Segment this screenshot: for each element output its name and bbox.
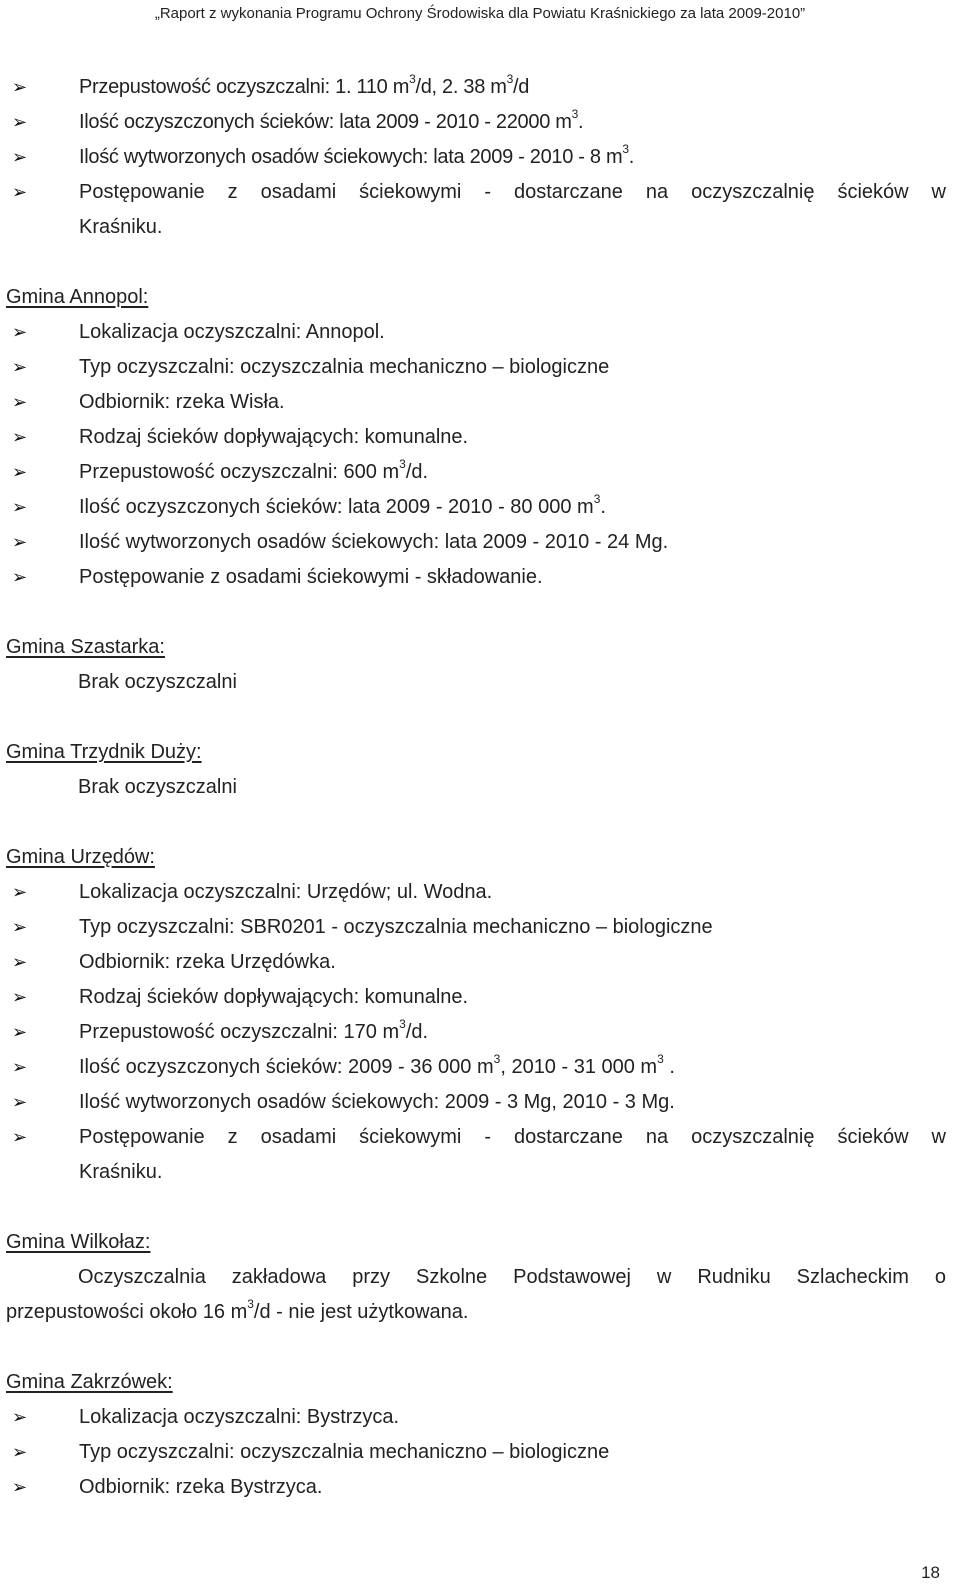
list-item bbox=[6, 945, 946, 980]
arrow-bullet-icon: ➢ bbox=[12, 357, 28, 377]
list-item bbox=[6, 525, 946, 560]
list-item bbox=[6, 1015, 946, 1050]
list-item-text: Postępowanie z osadami ściekowymi - dostarczane na oczyszczalnię ścieków w bbox=[79, 181, 946, 203]
page-header: „Raport z wykonania Programu Ochrony Środowiska dla Powiatu Kraśnickiego za lata 2009-2010” bbox=[154, 5, 806, 22]
section-heading-trzydnik: Gmina Trzydnik Duży: bbox=[6, 741, 202, 763]
list-item-text: Typ oczyszczalni: SBR0201 - oczyszczalnia mechaniczno – biologiczne bbox=[79, 916, 713, 938]
arrow-bullet-icon: ➢ bbox=[12, 147, 28, 167]
list-item-text: Odbiornik: rzeka Bystrzyca. bbox=[79, 1476, 323, 1498]
list-item-continuation bbox=[6, 1155, 946, 1190]
list-item bbox=[6, 1085, 946, 1120]
list-item bbox=[6, 455, 946, 490]
list-item bbox=[6, 315, 946, 350]
section-heading-urzedow: Gmina Urzędów: bbox=[6, 846, 155, 868]
list-item bbox=[6, 560, 946, 595]
arrow-bullet-icon: ➢ bbox=[12, 917, 28, 937]
section-text: Brak oczyszczalni bbox=[78, 776, 237, 798]
list-item bbox=[6, 70, 946, 105]
arrow-bullet-icon: ➢ bbox=[12, 1057, 28, 1077]
arrow-bullet-icon: ➢ bbox=[12, 77, 28, 97]
arrow-bullet-icon: ➢ bbox=[12, 1127, 28, 1147]
list-item bbox=[6, 980, 946, 1015]
paragraph-text: Oczyszczalnia zakładowa przy Szkolne Podstawowej w Rudniku Szlacheckim o bbox=[78, 1266, 946, 1288]
paragraph-line bbox=[6, 1295, 946, 1330]
list-item-text: Kraśniku. bbox=[79, 216, 163, 238]
list-item bbox=[6, 350, 946, 385]
list-item bbox=[6, 385, 946, 420]
list-item-text: Lokalizacja oczyszczalni: Annopol. bbox=[79, 321, 385, 343]
list-item bbox=[6, 1470, 946, 1505]
list-item-continuation bbox=[6, 210, 946, 245]
list-item-text: Przepustowość oczyszczalni: 600 $m^3/d$. bbox=[79, 457, 429, 483]
arrow-bullet-icon: ➢ bbox=[12, 427, 28, 447]
arrow-bullet-icon: ➢ bbox=[12, 952, 28, 972]
list-item-text: Odbiornik: rzeka Wisła. bbox=[79, 391, 285, 413]
arrow-bullet-icon: ➢ bbox=[12, 182, 28, 202]
arrow-bullet-icon: ➢ bbox=[12, 567, 28, 587]
arrow-bullet-icon: ➢ bbox=[12, 462, 28, 482]
arrow-bullet-icon: ➢ bbox=[12, 1407, 28, 1427]
page-number: 18 bbox=[921, 1563, 940, 1582]
section-heading-annopol: Gmina Annopol: bbox=[6, 286, 149, 308]
arrow-bullet-icon: ➢ bbox=[12, 1477, 28, 1497]
list-item bbox=[6, 1435, 946, 1470]
arrow-bullet-icon: ➢ bbox=[12, 322, 28, 342]
arrow-bullet-icon: ➢ bbox=[12, 112, 28, 132]
section-text: Brak oczyszczalni bbox=[78, 671, 237, 693]
section-heading-wilkolaz: Gmina Wilkołaz: bbox=[6, 1231, 151, 1253]
list-item-text: Odbiornik: rzeka Urzędówka. bbox=[79, 951, 336, 973]
arrow-bullet-icon: ➢ bbox=[12, 532, 28, 552]
section-heading-zakrzowek: Gmina Zakrzówek: bbox=[6, 1371, 173, 1393]
arrow-bullet-icon: ➢ bbox=[12, 987, 28, 1007]
arrow-bullet-icon: ➢ bbox=[12, 1092, 28, 1112]
list-item-text: Ilość oczyszczonych ścieków: lata 2009 - 2010 - 80 000 $m^3$. bbox=[79, 492, 606, 518]
list-item-text: Typ oczyszczalni: oczyszczalnia mechaniczno – biologiczne bbox=[79, 1441, 610, 1463]
list-item-text: Ilość wytworzonych osadów ściekowych: lata 2009 - 2010 - 8 $m^3$. bbox=[79, 142, 635, 168]
list-item-text: Ilość oczyszczonych ścieków: lata 2009 - 2010 - 22000 $m^3$. bbox=[79, 107, 584, 133]
list-item-text: Lokalizacja oczyszczalni: Bystrzyca. bbox=[79, 1406, 400, 1428]
list-item bbox=[6, 490, 946, 525]
list-item-text: Lokalizacja oczyszczalni: Urzędów; ul. Wodna. bbox=[79, 881, 493, 903]
list-item bbox=[6, 875, 946, 910]
document-body bbox=[6, 70, 946, 1505]
arrow-bullet-icon: ➢ bbox=[12, 497, 28, 517]
list-item-text: Postępowanie z osadami ściekowymi - dostarczane na oczyszczalnię ścieków w bbox=[79, 1126, 946, 1148]
list-item bbox=[6, 105, 946, 140]
paragraph-text: przepustowości około 16 $m^3/d$ - nie jest użytkowana. bbox=[6, 1297, 469, 1323]
list-item bbox=[6, 1050, 946, 1085]
arrow-bullet-icon: ➢ bbox=[12, 1442, 28, 1462]
list-item-text: Przepustowość oczyszczalni: 170 $m^3/d$. bbox=[79, 1017, 429, 1043]
section-heading-szastarka: Gmina Szastarka: bbox=[6, 636, 165, 658]
list-item bbox=[6, 1120, 946, 1155]
list-item bbox=[6, 420, 946, 455]
list-item-text: Ilość oczyszczonych ścieków: 2009 - 36 000 $m^3$, 2010 - 31 000 $m^3$ . bbox=[79, 1052, 675, 1078]
list-item-text: Postępowanie z osadami ściekowymi - składowanie. bbox=[79, 566, 543, 588]
list-item-text: Rodzaj ścieków dopływających: komunalne. bbox=[79, 426, 469, 448]
list-item-text: Typ oczyszczalni: oczyszczalnia mechaniczno – biologiczne bbox=[79, 356, 610, 378]
list-item bbox=[6, 140, 946, 175]
list-item-text: Przepustowość oczyszczalni: 1. 110 $m^3/d$, 2. 38 $m^3/d$ bbox=[79, 72, 530, 98]
list-item bbox=[6, 910, 946, 945]
list-item bbox=[6, 1400, 946, 1435]
arrow-bullet-icon: ➢ bbox=[12, 392, 28, 412]
list-item-text: Kraśniku. bbox=[79, 1161, 163, 1183]
list-item-text: Ilość wytworzonych osadów ściekowych: 2009 - 3 Mg, 2010 - 3 Mg. bbox=[79, 1091, 675, 1113]
list-item bbox=[6, 175, 946, 210]
arrow-bullet-icon: ➢ bbox=[12, 1022, 28, 1042]
paragraph-line bbox=[6, 1260, 946, 1295]
arrow-bullet-icon: ➢ bbox=[12, 882, 28, 902]
list-item-text: Ilość wytworzonych osadów ściekowych: lata 2009 - 2010 - 24 Mg. bbox=[79, 531, 669, 553]
list-item-text: Rodzaj ścieków dopływających: komunalne. bbox=[79, 986, 469, 1008]
